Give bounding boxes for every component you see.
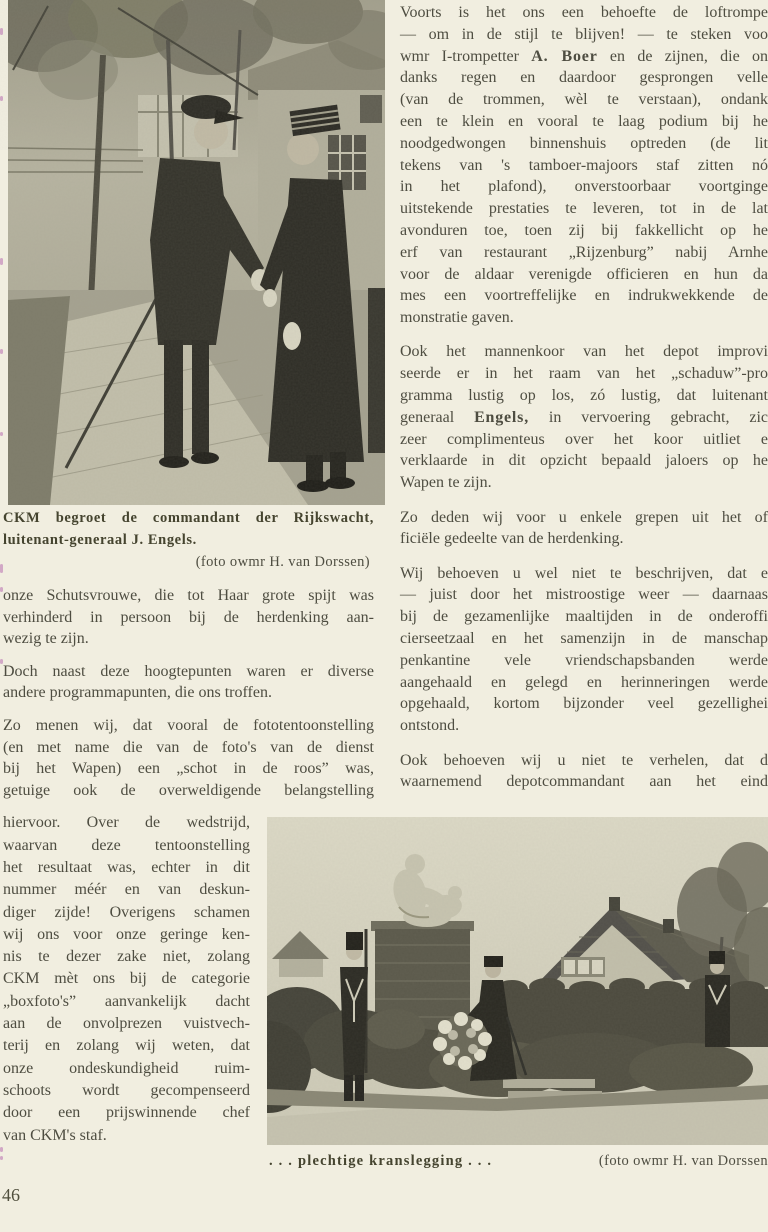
text-line: seerde er in het raam van het „schaduw”-pro [400,365,768,383]
paragraph [400,563,768,737]
text-line: bij het Wapen) een „schot in de roos” was, [3,760,374,778]
text-line: avonduren toe, toen zij bij fakkellicht op he [400,221,768,239]
text-line: danks regen en daardoor gesprongen velle [400,69,768,87]
text-line: verhinderd in persoon bij de herdenking aan- [3,608,374,626]
text-line: noodgedwongen binnenshuis optreden (de lit [400,134,768,152]
text-line: van CKM's staf. [3,1126,107,1144]
text-line: wezig te zijn. [3,630,89,648]
text-line: het resultaat was, echter in dit [3,858,250,876]
paragraph [3,715,374,801]
paragraph [3,661,374,704]
text-line: voor de aldaar verenigde officieren en hun da [400,265,768,283]
page-number: 46 [2,1185,20,1205]
kranslegging-photo [267,817,768,1145]
text-line: Zo deden wij voor u enkele grepen uit het of [400,508,768,526]
text-line: cierseetzaal en het samenzijn in de manschap [400,630,768,648]
text-line: in het plafond), onverstoorbaar voortginge [400,178,768,196]
text-line: — om in de stijl te blijven! — te steken voo [400,25,768,43]
text-line: Doch naast deze hoogtepunten waren er diverse [3,662,374,680]
text-line: bij de gezamenlijke maaltijden in de onderoffi [400,608,768,626]
text-line: uitstekende prestaties te leveren, tot in de lat [400,200,768,218]
text-line: Ook het mannenkoor van het depot improvi [400,343,768,361]
paragraph [400,507,768,551]
right-column [400,2,768,806]
text-line: CKM mèt ons bij de categorie [3,970,250,988]
paragraph [3,585,374,650]
text-line: Wapen te zijn. [400,474,492,492]
text-line: tekens van 's tamboer-majoors staf zitten nó [400,156,768,174]
text-line: terij en zolang wij weten, dat [3,1037,250,1055]
text-line: nis te dezer zake niet, zolang [3,948,250,966]
text-line: (van de trommen, wèl te verstaan), ondank [400,91,768,109]
text-line: Voorts is het ons een behoefte de loftrompe [400,4,768,21]
photo1-caption [3,507,374,573]
photo2-caption-text: . . . plechtige kranslegging . . . [269,1153,493,1169]
paragraph [400,750,768,794]
text-line: gramma lustig op los, zó lustig, dat luitenant [400,387,768,405]
text-line: generaal Engels, in vervoering gebracht, zic [400,408,768,426]
text-line: onze ondeskundigheid ruim- [3,1059,250,1077]
text-line: diger zijde! Overigens schamen [3,903,250,921]
text-line: erf van restaurant „Rijzenburg” nabij Arnhe [400,243,768,261]
photo1-caption-line2: luitenant-generaal J. Engels. [3,532,197,548]
text-line: verklaarde in dit opzicht bepaald jaloers op he [400,452,768,470]
text-line: opgehaald, kortom bijzonder veel gezellighei [400,695,768,713]
paragraph [3,812,250,1146]
text-line: ficiële gedeelte van de herdenking. [400,530,624,548]
text-line: (en met name die van de foto's van de dienst [3,738,374,756]
text-line: getuige ook de overweldigende belangstelling [3,781,374,799]
paragraph [400,341,768,494]
text-line: penkantine vele vriendschapsbanden werde [400,651,768,669]
text-line: mes een voortreffelijke en indrukwekkende de [400,287,768,305]
handshake-photo-art [8,0,385,505]
text-line: schoots wordt gecompenseerd [3,1081,250,1099]
text-line: andere programmapunten, die ons troffen. [3,684,272,702]
text-line: ontstond. [400,717,460,735]
text-line: een te klein en vooral te laag podium bij he [400,112,768,130]
text-line: monstratie gaven. [400,309,514,327]
text-line: — juist door het mistroostige weer — daarnaas [400,586,768,604]
text-line: Ook behoeven wij u niet te verhelen, dat d [400,751,768,769]
photo2-caption [267,1153,768,1170]
text-line: onze Schutsvrouwe, die tot Haar grote spijt was [3,587,374,604]
text-line: aan de onvolprezen vuistvech- [3,1015,250,1033]
text-line: waarnemend depotcommandant aan het eind [400,773,768,791]
text-line: wmr I-trompetter A. Boer en de zijnen, die on [400,47,768,65]
paragraph [400,2,768,329]
text-line: nummer méér en van deskun- [3,881,250,899]
photo1-credit: (foto owmr H. van Dorssen) [195,554,370,570]
kranslegging-photo-art [267,817,768,1145]
text-line: Wij behoeven u wel niet te beschrijven, dat e [400,564,768,582]
text-line: hiervoor. Over de wedstrijd, [3,814,250,832]
text-line: aangehaald en gelegd en herinneringen werde [400,673,768,691]
handshake-photo [8,0,385,505]
text-line: waarvan deze tentoonstelling [3,836,250,854]
photo1-caption-line1: CKM begroet de commandant der Rijkswacht, [3,510,374,526]
text-line: Zo menen wij, dat vooral de fototentoonstelling [3,716,374,734]
photo2-credit: (foto owmr H. van Dorssen [598,1153,768,1169]
text-line: „boxfoto's” aanvankelijk dacht [3,992,250,1010]
text-line: zeer complimenteus over het koor uitliet e [400,430,768,448]
text-line: door een prijswinnende chef [3,1104,250,1122]
text-line: wij ons voor onze geringe ken- [3,925,250,943]
